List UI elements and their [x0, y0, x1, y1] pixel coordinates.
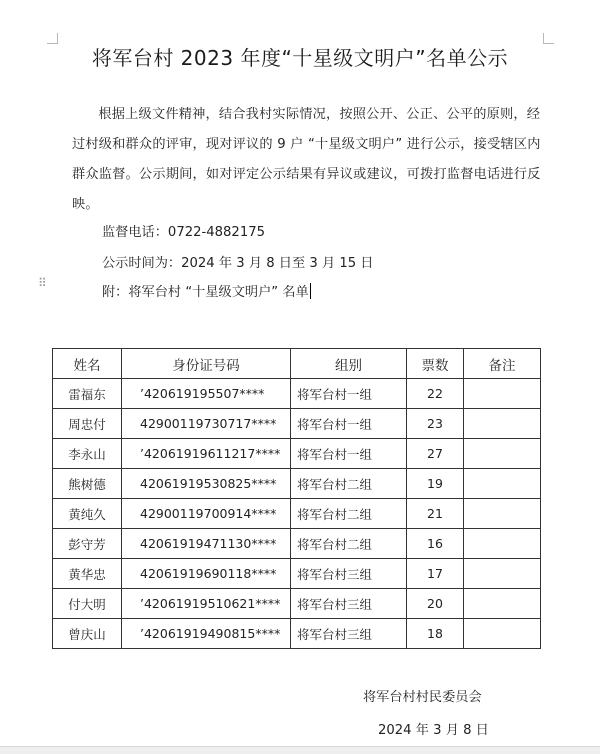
cell-group[interactable]: 将军台村三组: [291, 559, 407, 589]
cell-id[interactable]: [122, 499, 291, 529]
table-row[interactable]: [53, 589, 541, 619]
id-text: ’42061919611217****: [140, 446, 281, 461]
cell-name[interactable]: 周忠付: [53, 409, 122, 439]
cell-group[interactable]: 将军台村三组: [291, 589, 407, 619]
cell-group[interactable]: 将军台村二组: [291, 529, 407, 559]
attachment-line[interactable]: [102, 281, 311, 300]
cell-votes[interactable]: 22: [407, 379, 464, 409]
cell-note[interactable]: [464, 559, 541, 589]
signature-org[interactable]: 将军台村村民委员会: [363, 690, 482, 705]
table-body: [53, 379, 541, 649]
cell-name[interactable]: 黄华忠: [53, 559, 122, 589]
cell-votes[interactable]: 23: [407, 409, 464, 439]
id-text: ’42061919490815****: [140, 626, 281, 641]
table-row[interactable]: [53, 619, 541, 649]
cell-id[interactable]: [122, 439, 291, 469]
cell-group[interactable]: 将军台村三组: [291, 619, 407, 649]
cell-group[interactable]: 将军台村二组: [291, 469, 407, 499]
cell-note[interactable]: [464, 589, 541, 619]
cell-votes[interactable]: 21: [407, 499, 464, 529]
cell-id[interactable]: [122, 409, 291, 439]
header-group: 组别: [291, 349, 407, 379]
table-row[interactable]: [53, 439, 541, 469]
cell-id[interactable]: [122, 379, 291, 409]
cell-votes[interactable]: 17: [407, 559, 464, 589]
cell-votes[interactable]: 16: [407, 529, 464, 559]
table-row[interactable]: [53, 469, 541, 499]
cell-id[interactable]: [122, 559, 291, 589]
id-text: ’42061919510621****: [140, 596, 281, 611]
cell-note[interactable]: [464, 469, 541, 499]
table-row[interactable]: [53, 529, 541, 559]
attachment-text: 附：将军台村 “十星级文明户” 名单: [102, 285, 309, 300]
cell-group[interactable]: 将军台村一组: [291, 379, 407, 409]
cell-id[interactable]: [122, 619, 291, 649]
cell-note[interactable]: [464, 409, 541, 439]
table-row[interactable]: [53, 499, 541, 529]
cell-id[interactable]: [122, 469, 291, 499]
table-row[interactable]: [53, 409, 541, 439]
header-votes: 票数: [407, 349, 464, 379]
id-text: 42061919471130****: [140, 536, 277, 551]
document-title[interactable]: 将军台村 2023 年度“十星级文明户”名单公示: [91, 46, 509, 70]
cell-votes[interactable]: 27: [407, 439, 464, 469]
phone-line[interactable]: 监督电话：0722-4882175: [102, 225, 265, 240]
cell-name[interactable]: 曾庆山: [53, 619, 122, 649]
cell-name[interactable]: 付大明: [53, 589, 122, 619]
move-handle-icon[interactable]: ⠿: [38, 276, 45, 290]
table-row[interactable]: [53, 379, 541, 409]
cell-note[interactable]: [464, 439, 541, 469]
cell-group[interactable]: 将军台村一组: [291, 439, 407, 469]
cell-id[interactable]: [122, 529, 291, 559]
cell-votes[interactable]: 18: [407, 619, 464, 649]
id-text: ’420619195507****: [140, 386, 265, 401]
id-text: 42900119700914****: [140, 506, 277, 521]
id-text: 42061919690118****: [140, 566, 277, 581]
cell-name[interactable]: 李永山: [53, 439, 122, 469]
cell-group[interactable]: 将军台村二组: [291, 499, 407, 529]
cell-note[interactable]: [464, 619, 541, 649]
header-id: 身份证号码: [122, 349, 291, 379]
signature-date[interactable]: 2024 年 3 月 8 日: [378, 723, 489, 738]
table-header-row: [53, 349, 541, 379]
id-text: 42061919530825****: [140, 476, 277, 491]
cell-name[interactable]: 黄纯久: [53, 499, 122, 529]
cell-name[interactable]: 熊树德: [53, 469, 122, 499]
cell-name[interactable]: 雷福东: [53, 379, 122, 409]
cell-votes[interactable]: 20: [407, 589, 464, 619]
text-cursor: [310, 283, 311, 299]
header-name: 姓名: [53, 349, 122, 379]
cell-name[interactable]: 彭守芳: [53, 529, 122, 559]
cell-note[interactable]: [464, 379, 541, 409]
cell-note[interactable]: [464, 499, 541, 529]
cell-id[interactable]: [122, 589, 291, 619]
id-text: 42900119730717****: [140, 416, 277, 431]
body-paragraph[interactable]: 根据上级文件精神，结合我村实际情况，按照公开、公正、公平的原则，经过村级和群众的评审，现对评议的 9 户 “十星级文明户” 进行公示，接受辖区内群众监督。公示期间，如对评定公示结果有异议或建议，可拨打监督电话进行反映。: [72, 107, 541, 212]
header-note: 备注: [464, 349, 541, 379]
table-row[interactable]: [53, 559, 541, 589]
households-table[interactable]: [52, 348, 541, 649]
cell-note[interactable]: [464, 529, 541, 559]
period-line[interactable]: 公示时间为：2024 年 3 月 8 日至 3 月 15 日: [102, 256, 374, 271]
cell-votes[interactable]: 19: [407, 469, 464, 499]
cell-group[interactable]: 将军台村一组: [291, 409, 407, 439]
